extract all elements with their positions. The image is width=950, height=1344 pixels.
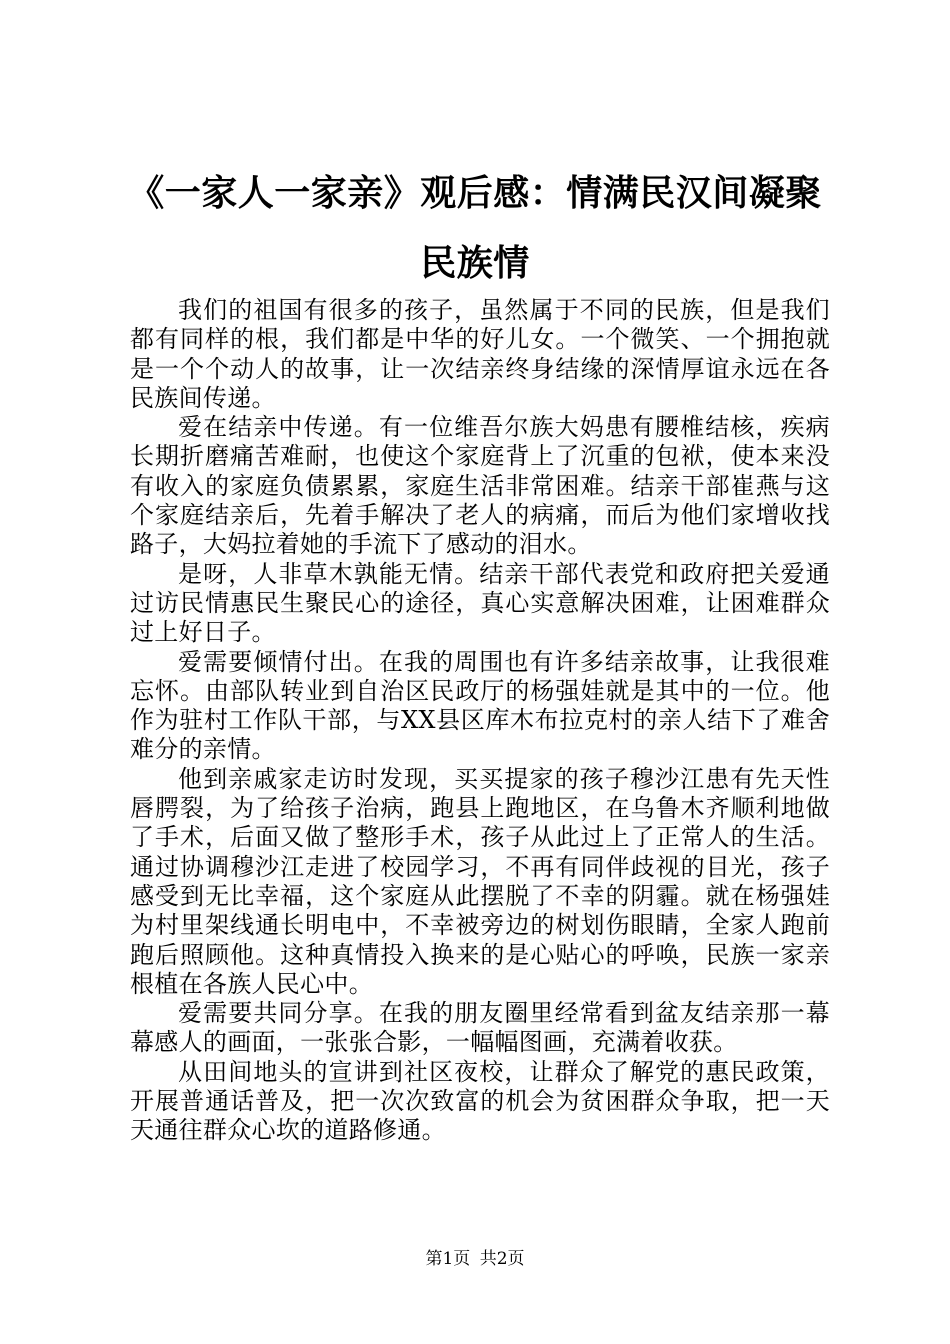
paragraph: 爱需要共同分享。在我的朋友圈里经常看到盆友结亲那一幕幕感人的画面，一张张合影，一幅幅图画，充满着收获。	[130, 999, 830, 1057]
page-footer: 第1页 共2页	[425, 1249, 525, 1269]
document-title: 《一家人一家亲》观后感：情满民汉间凝聚民族情	[128, 172, 822, 284]
paragraph: 从田间地头的宣讲到社区夜校，让群众了解党的惠民政策，开展普通话普及，把一次次致富的机会为贫困群众争取，把一天天通往群众心坎的道路修通。	[130, 1057, 830, 1145]
paragraph: 爱需要倾情付出。在我的周围也有许多结亲故事，让我很难忘怀。由部队转业到自治区民政厅的杨强娃就是其中的一位。他作为驻村工作队干部，与XX县区库木布拉克村的亲人结下了难舍难分的亲情。	[130, 647, 830, 764]
paragraph: 他到亲戚家走访时发现，买买提家的孩子穆沙江患有先天性唇腭裂，为了给孩子治病，跑县上跑地区，在乌鲁木齐顺利地做了手术，后面又做了整形手术，孩子从此过上了正常人的生活。通过协调穆沙江走进了校园学习，不再有同伴歧视的目光，孩子感受到无比幸福，这个家庭从此摆脱了不幸的阴霾。就在杨强娃为村里架线通长明电中，不幸被旁边的树划伤眼睛，全家人跑前跑后照顾他。这种真情投入换来的是心贴心的呼唤，民族一家亲根植在各族人民心中。	[130, 764, 830, 998]
paragraph: 是呀，人非草木孰能无情。结亲干部代表党和政府把关爱通过访民情惠民生聚民心的途径，真心实意解决困难，让困难群众过上好日子。	[130, 559, 830, 647]
document-body	[130, 296, 830, 1146]
paragraph: 爱在结亲中传递。有一位维吾尔族大妈患有腰椎结核，疾病长期折磨痛苦难耐，也使这个家庭背上了沉重的包袱，使本来没有收入的家庭负债累累，家庭生活非常困难。结亲干部崔燕与这个家庭结亲后，先着手解决了老人的病痛，而后为他们家增收找路子，大妈拉着她的手流下了感动的泪水。	[130, 413, 830, 559]
paragraph: 我们的祖国有很多的孩子，虽然属于不同的民族，但是我们都有同样的根，我们都是中华的好儿女。一个微笑、一个拥抱就是一个个动人的故事，让一次结亲终身结缘的深情厚谊永远在各民族间传递。	[130, 296, 830, 412]
